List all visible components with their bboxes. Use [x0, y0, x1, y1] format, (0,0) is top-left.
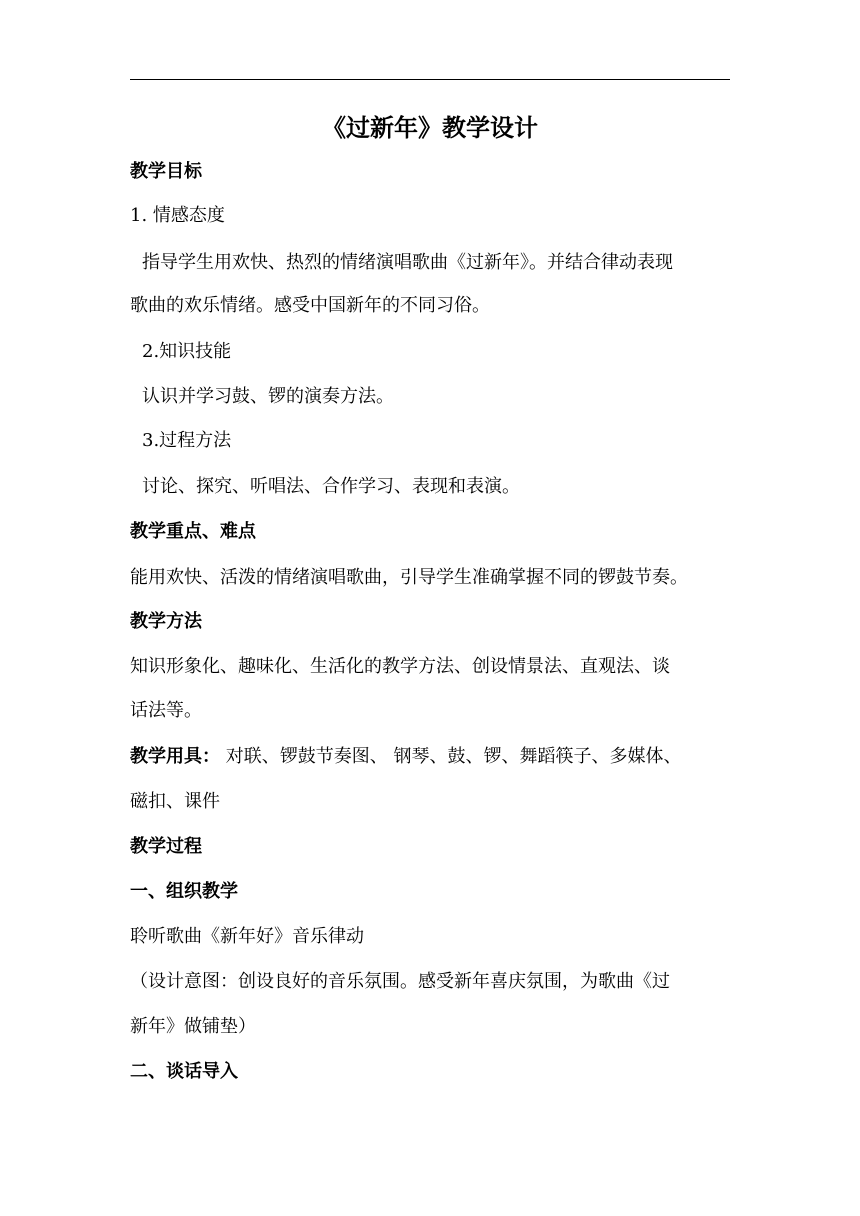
methods-heading: 教学方法 — [130, 611, 202, 632]
objective-2-heading: 2.知识技能 — [142, 341, 232, 362]
header-rule — [130, 79, 730, 80]
tools-label: 教学用具： — [130, 746, 220, 767]
objective-3-heading: 3.过程方法 — [142, 430, 232, 451]
step-1-note-line-1: （设计意图：创设良好的音乐氛围。感受新年喜庆氛围，为歌曲《过 — [130, 971, 670, 992]
key-points-text: 能用欢快、活泼的情绪演唱歌曲，引导学生准确掌握不同的锣鼓节奏。 — [130, 567, 688, 588]
step-1-text: 聆听歌曲《新年好》音乐律动 — [130, 926, 364, 947]
methods-text-line-2: 话法等。 — [130, 700, 202, 721]
key-points-heading: 教学重点、难点 — [130, 521, 256, 542]
tools-line-2: 磁扣、课件 — [130, 791, 220, 812]
step-2-heading: 二、谈话导入 — [130, 1061, 238, 1082]
objective-1-text-line-1: 指导学生用欢快、热烈的情绪演唱歌曲《过新年》。并结合律动表现 — [142, 252, 673, 273]
objectives-heading: 教学目标 — [130, 161, 202, 182]
objective-1-heading: 1. 情感态度 — [130, 205, 225, 226]
step-1-heading: 一、组织教学 — [130, 881, 238, 902]
step-1-note-line-2: 新年》做铺垫） — [130, 1016, 256, 1037]
tools-text: 对联、锣鼓节奏图、 钢琴、鼓、锣、舞蹈筷子、多媒体、 — [220, 746, 682, 767]
methods-text-line-1: 知识形象化、趣味化、生活化的教学方法、创设情景法、直观法、谈 — [130, 656, 670, 677]
objective-3-text: 讨论、探究、听唱法、合作学习、表现和表演。 — [142, 476, 520, 497]
tools-line-1 — [130, 745, 730, 769]
process-heading: 教学过程 — [130, 836, 202, 857]
document-title: 《过新年》教学设计 — [322, 113, 538, 142]
objective-1-text-line-2: 歌曲的欢乐情绪。感受中国新年的不同习俗。 — [130, 295, 490, 316]
objective-2-text: 认识并学习鼓、锣的演奏方法。 — [142, 386, 394, 407]
